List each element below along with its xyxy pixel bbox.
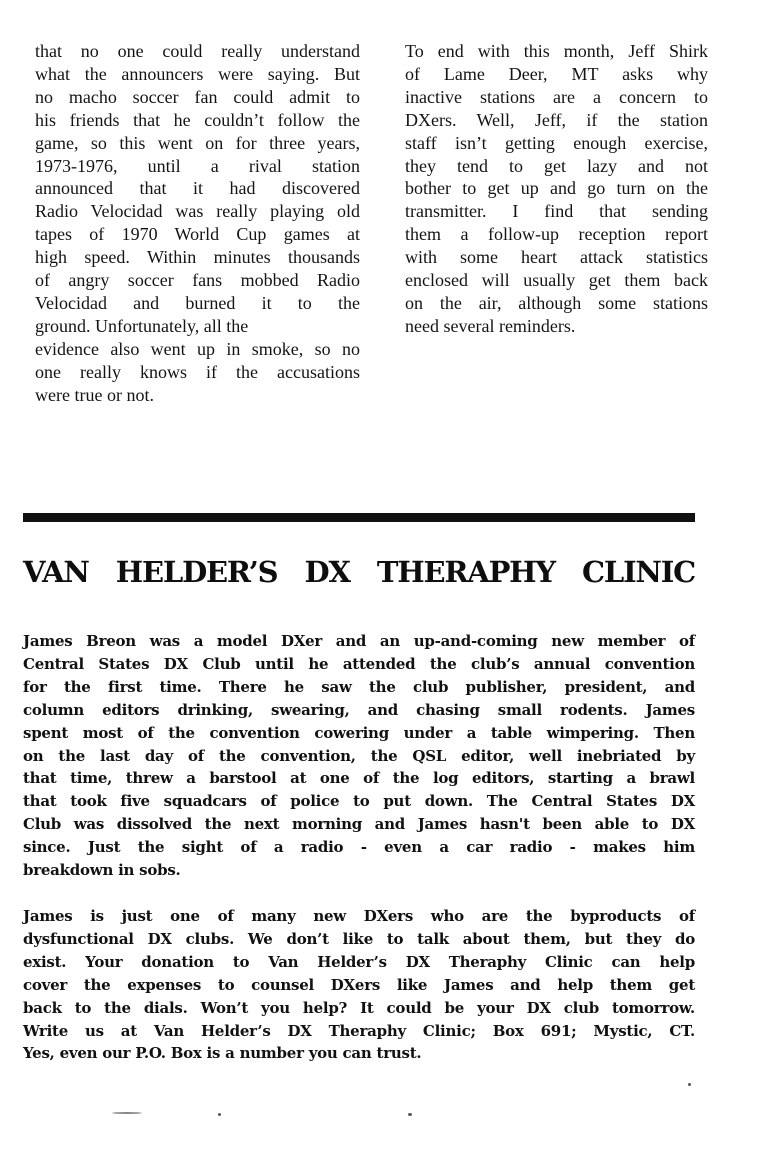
left-column-text [35,40,360,407]
ad-paragraph-line: James is just one of many new DXers who are the byproducts of [23,907,695,925]
ad-paragraph-line: back to the dials. Won’t you help? It could be your DX club tomorrow. [23,998,695,1017]
right-column-line: of Lame Deer, MT asks why [405,63,708,84]
right-column-line: on the air, although some stations [405,292,708,313]
right-column-line: To end with this month, Jeff Shirk [405,41,708,61]
ad-paragraph-line: on the last day of the convention, the QSL editor, well inebriated by [23,746,695,765]
left-column-line: Velocidad and burned it to the [35,292,360,313]
section-divider-bar [23,513,695,522]
ad-paragraph-line: breakdown in sobs. [23,861,181,880]
scan-speck [408,1113,412,1116]
right-column-line: they tend to get lazy and not [405,155,708,176]
left-column-line: tapes of 1970 World Cup games at [35,224,360,245]
ad-paragraph-2 [23,905,695,1065]
right-column-text [405,40,708,338]
left-column-line: one really knows if the accusations [35,361,360,382]
scan-speck [218,1113,221,1116]
left-column-line: announced that it had discovered [35,178,360,199]
right-column-line: bother to get up and go turn on the [405,178,708,199]
ad-paragraph-line: exist. Your donation to Van Helder’s DX Theraphy Clinic can help [23,952,695,971]
ad-paragraph-line: column editors drinking, swearing, and chasing small rodents. James [23,700,695,719]
left-column-line: 1973-1976, until a rival station [35,155,360,176]
ad-paragraph-line: Yes, even our P.O. Box is a number you can trust. [23,1044,422,1063]
left-column-line: what the announcers were saying. But [35,63,360,84]
right-column-line: DXers. Well, Jeff, if the station [405,109,708,130]
left-column-line: his friends that he couldn’t follow the [35,109,360,130]
ad-headline: VAN HELDER’S DX THERAPHY CLINIC [23,555,695,589]
ad-paragraph-line: that took five squadcars of police to put down. The Central States DX [23,792,695,811]
ad-paragraph-line: that time, threw a barstool at one of the log editors, starting a brawl [23,769,695,788]
right-column-line: inactive stations are a concern to [405,86,708,107]
ad-paragraph-line: dysfunctional DX clubs. We don’t like to talk about them, but they do [23,929,695,948]
left-column-line: no macho soccer fan could admit to [35,86,360,107]
ad-paragraph-line: Club was dissolved the next morning and James hasn't been able to DX [23,815,695,834]
right-column-line: staff isn’t getting enough exercise, [405,132,708,153]
right-column-line: need several reminders. [405,315,576,336]
right-column-line: with some heart attack statistics [405,247,708,268]
right-column-line: them a follow-up reception report [405,224,708,245]
ad-paragraph-line: since. Just the sight of a radio - even a car radio - makes him [23,838,695,857]
left-column-line: were true or not. [35,384,154,405]
left-column-line: that no one could really understand [35,41,360,61]
ad-paragraph-1 [23,630,695,882]
scan-speck [688,1083,691,1086]
ad-paragraph-line: Central States DX Club until he attended the club’s annual convention [23,654,695,673]
ad-paragraph-line: Write us at Van Helder’s DX Theraphy Clinic; Box 691; Mystic, CT. [23,1021,695,1040]
left-column-line: of angry soccer fans mobbed Radio [35,270,360,291]
left-column-line: evidence also went up in smoke, so no [35,338,360,359]
ad-paragraph-line: cover the expenses to counsel DXers like James and help them get [23,975,695,994]
right-column-line: transmitter. I find that sending [405,201,708,222]
right-column-line: enclosed will usually get them back [405,270,708,291]
scan-speck [112,1112,142,1114]
left-column-line: game, so this went on for three years, [35,132,360,153]
left-column-line: high speed. Within minutes thousands [35,247,360,268]
ad-paragraph-line: for the first time. There he saw the club publisher, president, and [23,677,695,696]
ad-paragraph-line: James Breon was a model DXer and an up-and-coming new member of [23,632,695,650]
ad-paragraph-line: spent most of the convention cowering under a table wimpering. Then [23,723,695,742]
left-column-line: Radio Velocidad was really playing old [35,201,360,222]
left-column-line: ground. Unfortunately, all the [35,315,249,336]
